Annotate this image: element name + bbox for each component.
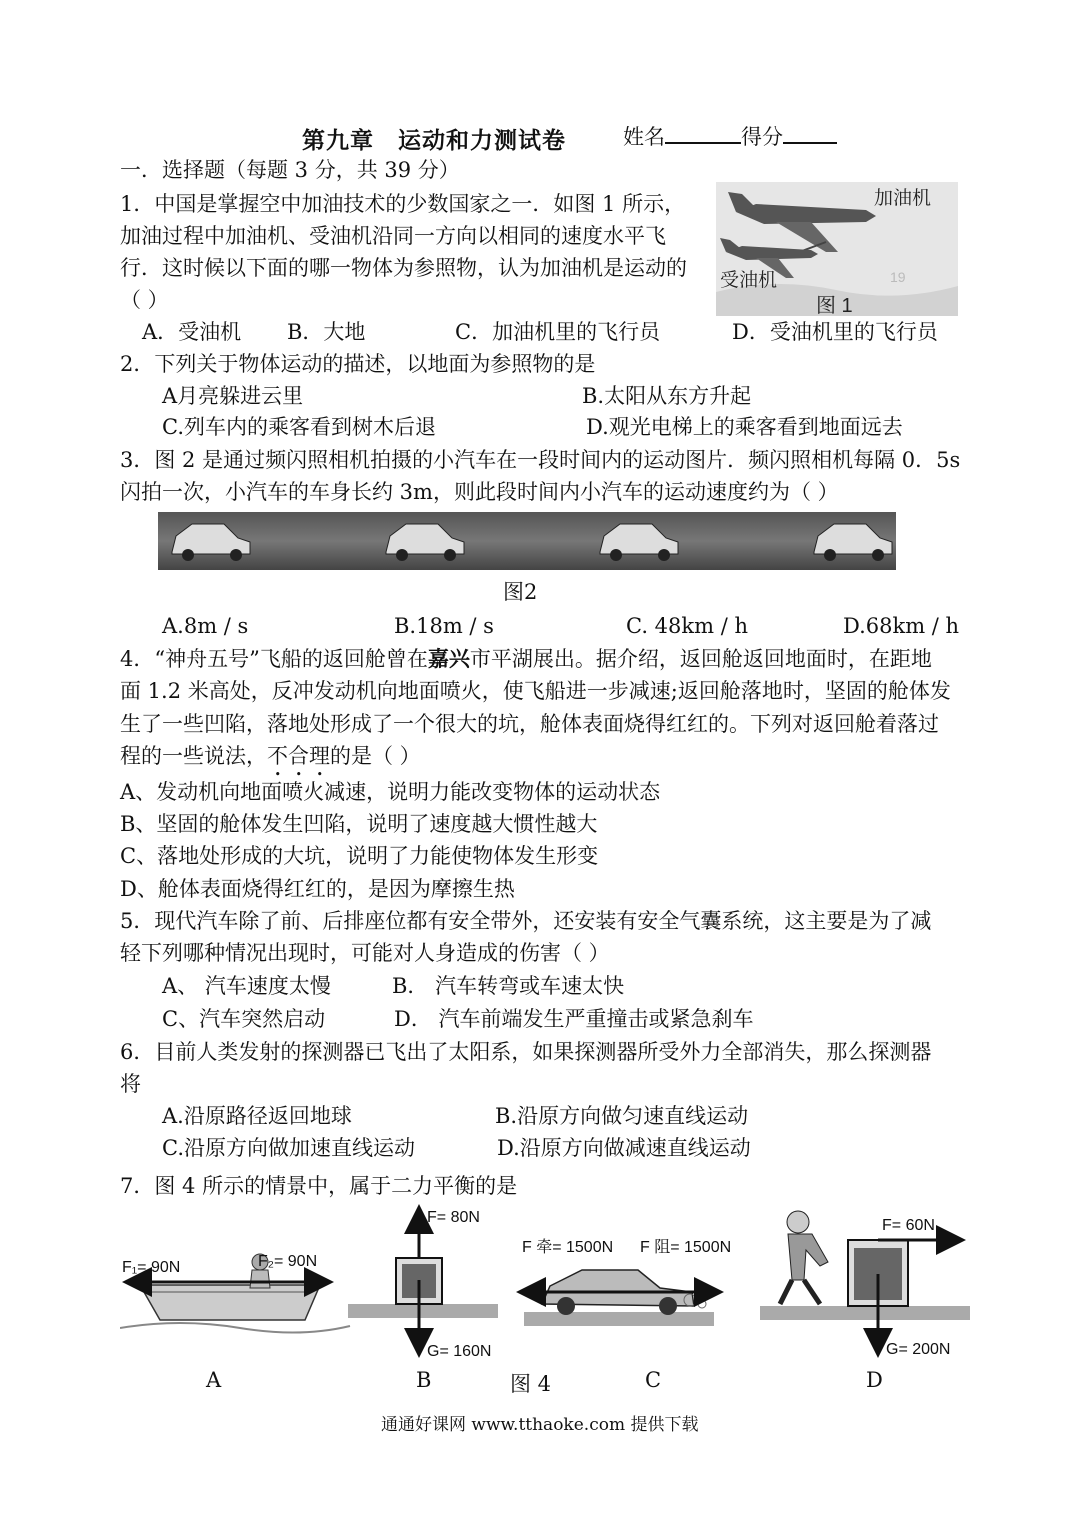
diagram-c-f1: F 牵= 1500N: [522, 1239, 614, 1256]
name-label: 姓名: [623, 125, 665, 149]
figure-2: [158, 512, 896, 570]
q2-stem: 2．下列关于物体运动的描述，以地面为参照物的是: [120, 352, 596, 376]
score-label: 得分: [741, 125, 783, 149]
q3-line-1: 3．图 2 是通过频闪照相机拍摄的小汽车在一段时间内的运动图片．频闪照相机每隔 0．5s: [120, 448, 961, 472]
q4-line-4-start: 程的一些说法，: [120, 744, 267, 768]
figure-4-caption: 图 4: [510, 1372, 552, 1396]
q5-line-1: 5．现代汽车除了前、后排座位都有安全带外，还安装有安全气囊系统，这主要是为了减: [120, 909, 932, 933]
figure-2-caption: 图2: [503, 580, 538, 604]
q1-option-a: A．受油机: [142, 320, 242, 344]
score-blank: [783, 120, 837, 144]
figure-4-label-a: A: [206, 1368, 222, 1392]
q7-stem: 7．图 4 所示的情景中，属于二力平衡的是: [120, 1174, 518, 1198]
diagram-c-car: [522, 1238, 731, 1326]
q2-option-d: D.观光电梯上的乘客看到地面远去: [586, 415, 903, 439]
q4-option-d: D、舱体表面烧得红红的，是因为摩擦生热: [120, 877, 515, 901]
q6-option-a: A.沿原路径返回地球: [162, 1104, 352, 1128]
q3-option-a: A.8m / s: [162, 614, 249, 638]
q2-option-b: B.太阳从东方升起: [582, 384, 752, 408]
force-diagrams: [120, 1200, 980, 1370]
q6-line-1: 6．目前人类发射的探测器已飞出了太阳系，如果探测器所受外力全部消失，那么探测器: [120, 1040, 932, 1064]
figure-4-label-c: C: [645, 1368, 662, 1392]
diagram-d-g: G= 200N: [886, 1341, 951, 1358]
diagram-a-f2: F₂= 90N: [258, 1253, 318, 1270]
q5-option-b: B． 汽车转弯或车速太快: [392, 974, 625, 998]
strobe-car-photo: [158, 512, 896, 570]
q6-line-2: 将: [120, 1072, 141, 1096]
q4-option-b: B、坚固的舱体发生凹陷，说明了速度越大惯性越大: [120, 812, 598, 836]
q2-option-c: C.列车内的乘客看到树木后退: [162, 415, 436, 439]
label-tanker: 加油机: [874, 188, 932, 209]
q4-line-2: 面 1.2 米高处，反冲发动机向地面喷火，使飞船进一步减速;返回舱落地时，坚固的舱体发: [120, 679, 951, 703]
q5-option-d: D． 汽车前端发生严重撞击或紧急刹车: [394, 1007, 754, 1031]
q4-emphasis: 不合理: [267, 744, 330, 768]
figure-4-label-b: B: [416, 1368, 432, 1392]
q4-line-3: 生了一些凹陷，落地处形成了一个很大的坑，舱体表面烧得红红的。下列对返回舱着落过: [120, 712, 939, 736]
q3-line-2: 闪拍一次，小汽车的车身长约 3m，则此段时间内小汽车的运动速度约为（ ）: [120, 480, 839, 504]
q3-option-b: B.18m / s: [394, 614, 494, 638]
name-blank: [665, 120, 741, 144]
q6-option-b: B.沿原方向做匀速直线运动: [495, 1104, 749, 1128]
footer-text: 通通好课网 www.tthaoke.com 提供下载: [381, 1415, 699, 1435]
diagram-b-g: G= 160N: [427, 1343, 492, 1360]
q4-line-1-end: 市平湖展出。据介绍，返回舱返回地面时，在距地: [469, 647, 932, 671]
diagram-d-f: F= 60N: [882, 1217, 935, 1234]
q4-line-4: [120, 740, 421, 781]
q3-option-d: D.68km / h: [843, 614, 960, 638]
q5-line-2: 轻下列哪种情况出现时，可能对人身造成的伤害（ ）: [120, 941, 610, 965]
q1-option-d: D．受油机里的飞行员: [732, 320, 938, 344]
diagram-d-push: [760, 1211, 970, 1358]
diagram-a-f1: F₁= 90N: [122, 1259, 181, 1276]
page-title: 第九章 运动和力测试卷: [302, 127, 566, 154]
diagram-b-f: F= 80N: [427, 1209, 480, 1226]
faint-page-number: 19: [890, 269, 906, 285]
figure-4-label-d: D: [866, 1368, 883, 1392]
q5-option-a: A、 汽车速度太慢: [162, 974, 331, 998]
q4-line-1: [120, 642, 932, 676]
refueling-planes-illustration: [716, 182, 958, 316]
q2-option-a: A月亮躲进云里: [162, 384, 304, 408]
figure-1: [716, 182, 958, 316]
q6-option-c: C.沿原方向做加速直线运动: [162, 1136, 415, 1160]
q1-line-4: （ ）: [120, 288, 169, 312]
figure-1-caption: 图 1: [816, 295, 853, 316]
q6-option-d: D.沿原方向做减速直线运动: [497, 1136, 751, 1160]
name-field: [623, 120, 837, 154]
q4-line-4-end: 的是（ ）: [330, 744, 421, 768]
q3-option-c: C. 48km / h: [626, 614, 748, 638]
q4-line-1-start: 4．“神舟五号”飞船的返回舱曾在: [120, 647, 428, 671]
q4-option-a: A、发动机向地面喷火减速，说明力能改变物体的运动状态: [120, 780, 661, 804]
q5-option-c: C、汽车突然启动: [162, 1007, 326, 1031]
q1-line-1: 1．中国是掌握空中加油技术的少数国家之一．如图 1 所示，: [120, 192, 686, 216]
diagram-b-box: [348, 1209, 498, 1360]
diagram-a-boat: [120, 1253, 350, 1333]
section-heading: 一．选择题（每题 3 分，共 39 分）: [120, 158, 460, 182]
q4-option-c: C、落地处形成的大坑，说明了力能使物体发生形变: [120, 844, 599, 868]
q1-line-3: 行．这时候以下面的哪一物体为参照物，认为加油机是运动的: [120, 256, 687, 280]
label-receiver: 受油机: [720, 270, 778, 291]
q4-place-name: 嘉兴: [427, 646, 470, 671]
q1-line-2: 加油过程中加油机、受油机沿同一方向以相同的速度水平飞: [120, 224, 666, 248]
diagram-c-f2: F 阻= 1500N: [640, 1239, 732, 1256]
q1-option-b: B．大地: [287, 320, 366, 344]
q1-option-c: C．加油机里的飞行员: [455, 320, 661, 344]
figure-4: [120, 1200, 980, 1370]
